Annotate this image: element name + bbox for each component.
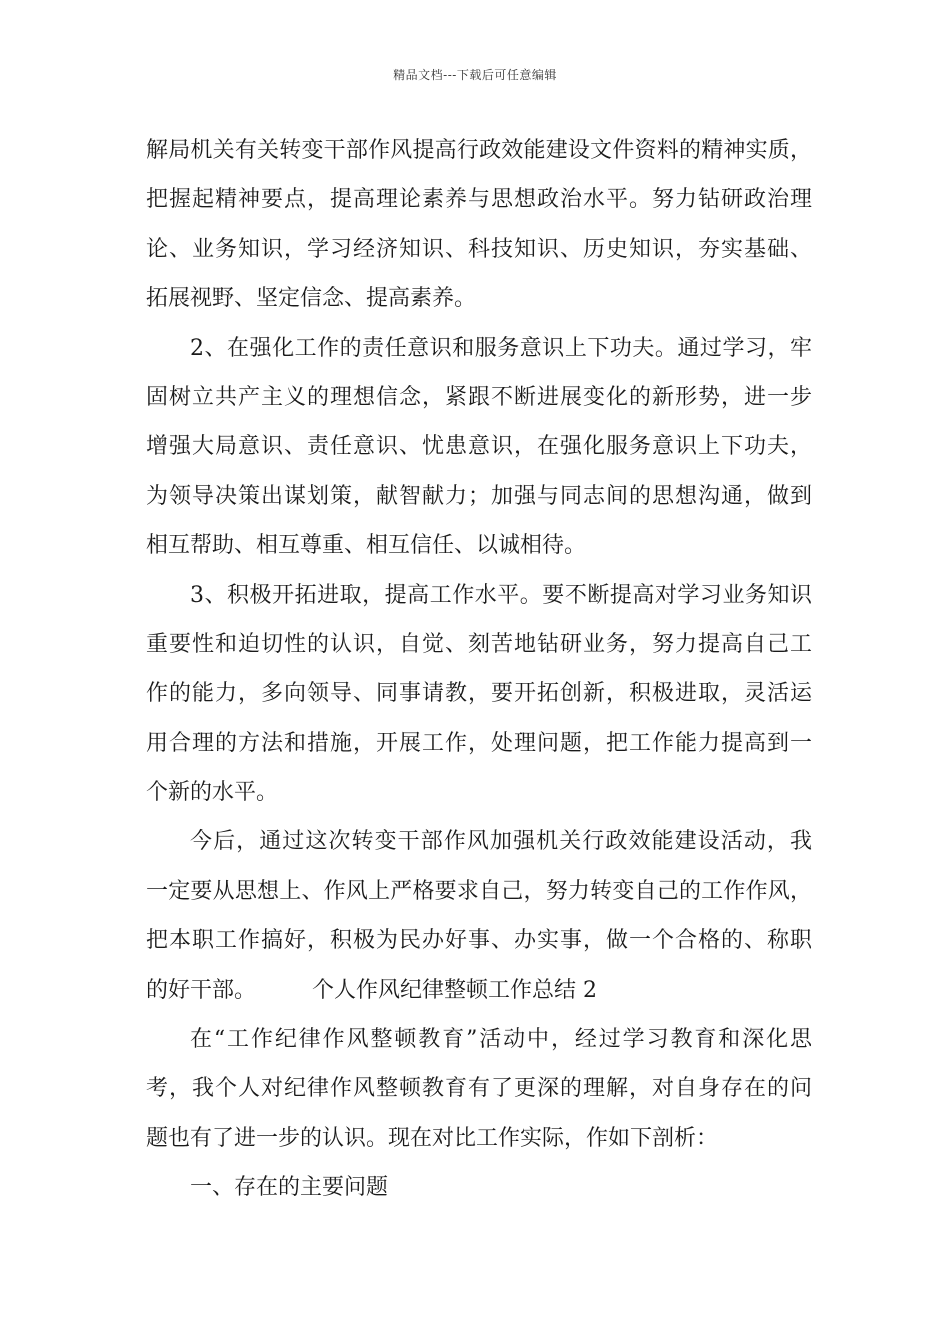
document-body [146, 126, 812, 1213]
text-line: 把本职工作搞好，积极为民办好事、办实事，做一个合格的、称职 [146, 928, 812, 954]
text-line: 解局机关有关转变干部作风提高行政效能建设文件资料的精神实质， [146, 138, 812, 163]
text-line-with-section-title [146, 966, 812, 1015]
text-line: 重要性和迫切性的认识，自觉、刻苦地钻研业务，努力提高自己工 [146, 631, 812, 657]
text-line: 用合理的方法和措施，开展工作，处理问题，把工作能力提高到一 [146, 730, 812, 756]
paragraph-start-line: 在“工作纪律作风整顿教育”活动中，经过学习教育和深化思 [190, 1027, 812, 1053]
text-line: 相互帮助、相互尊重、相互信任、以诚相待。 [146, 533, 587, 559]
text-line: 论、业务知识，学习经济知识、科技知识、历史知识，夯实基础、 [146, 236, 812, 262]
text-line: 的好干部。 [146, 977, 257, 1003]
paragraph-start-line: 2、在强化工作的责任意识和服务意识上下功夫。通过学习，牢 [190, 335, 812, 361]
text-line: 作的能力，多向领导、同事请教，要开拓创新，积极进取，灵活运 [146, 681, 812, 707]
text-line: 固树立共产主义的理想信念，紧跟不断进展变化的新形势，进一步 [146, 384, 812, 410]
page-header: 精品文档---下载后可任意编辑 [393, 68, 557, 82]
text-line: 个新的水平。 [146, 780, 279, 806]
subheading-line: 一、存在的主要问题 [190, 1175, 389, 1201]
text-line: 一定要从思想上、作风上严格要求自己，努力转变自己的工作作风， [146, 878, 812, 904]
text-line: 拓展视野、坚定信念、提高素养。 [146, 286, 477, 312]
text-line: 为领导决策出谋划策，献智献力；加强与同志间的思想沟通，做到 [146, 483, 812, 509]
text-line: 题也有了进一步的认识。现在对比工作实际，作如下剖析： [146, 1125, 719, 1151]
text-line: 把握起精神要点，提高理论素养与思想政治水平。努力钻研政治理 [146, 187, 812, 213]
paragraph-start-line: 3、积极开拓进取，提高工作水平。要不断提高对学习业务知识 [190, 582, 812, 608]
text-line: 考，我个人对纪律作风整顿教育有了更深的理解，对自身存在的问 [146, 1076, 812, 1102]
section-title: 个人作风纪律整顿工作总结 2 [312, 977, 598, 1003]
paragraph-start-line: 今后，通过这次转变干部作风加强机关行政效能建设活动，我 [190, 829, 812, 855]
text-line: 增强大局意识、责任意识、忧患意识，在强化服务意识上下功夫， [146, 434, 812, 460]
